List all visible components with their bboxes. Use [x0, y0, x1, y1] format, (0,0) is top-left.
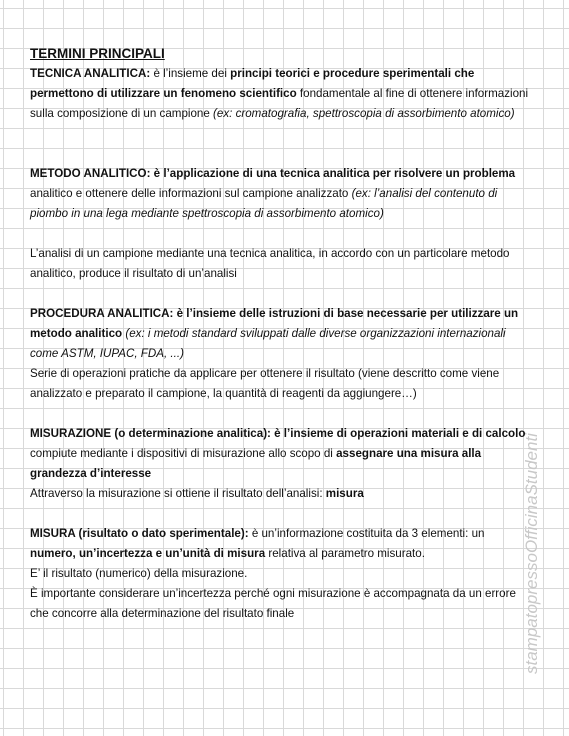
misurazione-bold-1: è l’insieme di operazioni materiali e di calcolo	[270, 427, 526, 440]
misura-text-1: è un’informazione costituita da 3 elementi: un	[248, 527, 485, 540]
misura-bold-1: numero, un’incertezza e un’unità di misura	[30, 547, 266, 560]
watermark: stampatopressoOfficinaStudenti	[522, 433, 541, 674]
section-analisi: L’analisi di un campione mediante una tecnica analitica, in accordo con un particolare metodo analitico, produce il risultato di un’analisi	[30, 247, 510, 280]
tecnica-text-2: fondamentale al fine di ottenere informazioni sulla composizione di un campione	[30, 87, 529, 120]
section-misura	[30, 524, 530, 564]
misurazione-heading: MISURAZIONE (o determinazione analitica):	[30, 427, 271, 440]
metodo-heading: METODO ANALITICO:	[30, 167, 151, 180]
misurazione-result-line	[30, 484, 530, 504]
misurazione-result-bold: misura	[325, 487, 364, 500]
tecnica-text-1: è l’insieme dei	[150, 67, 231, 80]
document-page	[30, 44, 530, 624]
misurazione-bold-2: assegnare una misura alla grandezza d’interesse	[30, 447, 482, 480]
misura-text-2: relativa al parametro misurato.	[265, 547, 425, 560]
section-metodo-analitico	[30, 164, 530, 224]
misura-line-3: È importante considerare un’incertezza perché ogni misurazione è accompagnata da un errore che concorre alla determinazione del risultato finale	[30, 587, 516, 620]
page-title: TERMINI PRINCIPALI	[30, 46, 165, 61]
misura-line-2: E’ il risultato (numerico) della misurazione.	[30, 567, 248, 580]
misurazione-result-text: Attraverso la misurazione si ottiene il risultato dell’analisi:	[30, 487, 326, 500]
metodo-example: (ex: l’analisi del contenuto di piombo in una lega mediante spettroscopia di assorbimento atomico)	[30, 187, 498, 220]
misurazione-text-1: compiute mediante i dispositivi di misurazione allo scopo di	[30, 447, 337, 460]
procedura-heading: PROCEDURA ANALITICA:	[30, 307, 174, 320]
metodo-text-1: analitico e ottenere delle informazioni sul campione analizzato	[30, 187, 352, 200]
procedura-bold-1: è l’insieme delle istruzioni di base necessarie per utilizzare un metodo analitico	[30, 307, 519, 340]
misura-heading: MISURA (risultato o dato sperimentale):	[30, 527, 249, 540]
tecnica-bold-1: principi teorici e procedure sperimentali che permettono di utilizzare un fenomeno scientifico	[30, 67, 475, 100]
procedura-description: Serie di operazioni pratiche da applicare per ottenere il risultato (viene descritto come viene analizzato e preparato il campione, la quantità di reagenti da aggiungere…)	[30, 367, 500, 400]
section-procedura-analitica	[30, 304, 530, 364]
section-misurazione	[30, 424, 530, 484]
tecnica-example: (ex: cromatografia, spettroscopia di assorbimento atomico)	[213, 107, 515, 120]
metodo-bold-1: è l’applicazione di una tecnica analitica per risolvere un problema	[150, 167, 516, 180]
tecnica-heading: TECNICA ANALITICA:	[30, 67, 151, 80]
section-tecnica-analitica	[30, 64, 530, 124]
procedura-example: (ex: i metodi standard sviluppati dalle diverse organizzazioni internazionali come ASTM, IUPAC, FDA, ...)	[30, 327, 506, 360]
